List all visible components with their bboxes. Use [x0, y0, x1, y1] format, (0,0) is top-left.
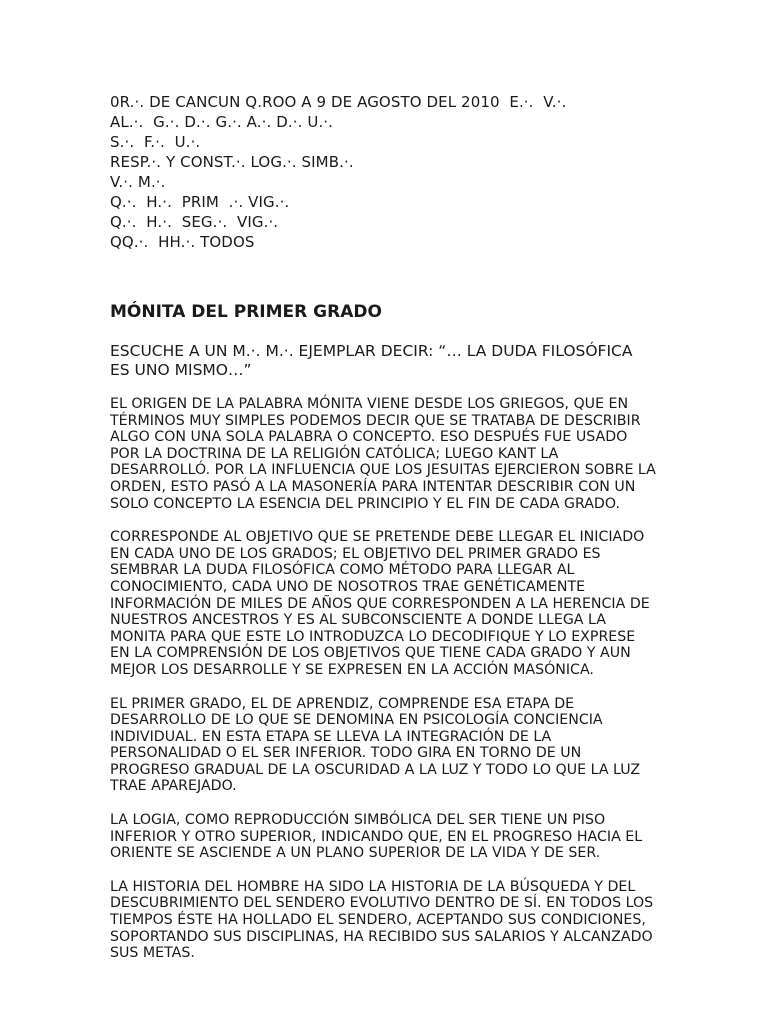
salutation-header — [110, 92, 658, 252]
paragraph-objective: CORRESPONDE AL OBJETIVO QUE SE PRETENDE DEBE LLEGAR EL INICIADO EN CADA UNO DE LOS GRADOS; EL OBJETIVO DEL PRIMER GRADO ES SEMBRAR LA DUDA FILOSÓFICA COMO MÉTODO PARA LLEGAR AL CONOCIMIENTO, CADA UNO DE NOSOTROS TRAE GENÉTICAMENTE INFORMACIÓN DE MILES DE AÑOS QUE CORRESPONDEN A LA HERENCIA DE NUESTROS ANCESTROS Y ES AL SUBCONSCIENTE A DONDE LLEGA LA MONITA PARA QUE ESTE LO INTRODUZCA LO DECODIFIQUE Y LO EXPRESE EN LA COMPRENSIÓN DE LOS OBJETIVOS QUE TIENE CADA GRADO Y AUN MEJOR LOS DESARROLLE Y SE EXPRESEN EN LA ACCIÓN MASÓNICA. — [110, 529, 650, 678]
paragraph-origin: EL ORIGEN DE LA PALABRA MÓNITA VIENE DESDE LOS GRIEGOS, QUE EN TÉRMINOS MUY SIMPLES PODEMOS DECIR QUE SE TRATABA DE DESCRIBIR ALGO CON UNA SOLA PALABRA O CONCEPTO. ESO DESPUÉS FUE USADO POR LA DOCTRINA DE LA RELIGIÓN CATÓLICA; LUEGO KANT LA DESARROLLÓ. POR LA INFLUENCIA QUE LOS JESUITAS EJERCIERON SOBRE LA ORDEN, ESTO PASÓ A LA MASONERÍA PARA INTENTAR DESCRIBIR CON UN SOLO CONCEPTO LA ESENCIA DEL PRINCIPIO Y EL FIN DE CADA GRADO. — [110, 396, 656, 512]
header-line-invocation: AL.·. G.·. D.·. G.·. A.·. D.·. U.·. — [110, 113, 334, 131]
header-line-first-warden: Q.·. H.·. PRIM .·. VIG.·. — [110, 193, 290, 211]
header-line-brethren: QQ.·. HH.·. TODOS — [110, 233, 255, 251]
header-line-date: 0R.·. DE CANCUN Q.ROO A 9 DE AGOSTO DEL 2010 E.·. V.·. — [110, 93, 567, 111]
paragraph-history: LA HISTORIA DEL HOMBRE HA SIDO LA HISTORIA DE LA BÚSQUEDA Y DEL DESCUBRIMIENTO DEL SENDERO EVOLUTIVO DENTRO DE SÍ. EN TODOS LOS TIEMPOS ÉSTE HA HOLLADO EL SENDERO, ACEPTANDO SUS CONDICIONES, SOPORTANDO SUS DISCIPLINAS, HA RECIBIDO SUS SALARIOS Y ALCANZADO SUS METAS. — [110, 878, 654, 962]
paragraph-lodge: LA LOGIA, COMO REPRODUCCIÓN SIMBÓLICA DEL SER TIENE UN PISO INFERIOR Y OTRO SUPERIOR, INDICANDO QUE, EN EL PROGRESO HACIA EL ORIENTE SE ASCIENDE A UN PLANO SUPERIOR DE LA VIDA Y DE SER. — [110, 812, 643, 862]
document-title: MÓNITA DEL PRIMER GRADO — [110, 302, 382, 322]
document-body — [110, 396, 656, 979]
document-subtitle-quote: ESCUCHE A UN M.·. M.·. EJEMPLAR DECIR: “… LA DUDA FILOSÓFICA ES UNO MISMO…” — [110, 342, 633, 379]
header-line-master: V.·. M.·. — [110, 173, 166, 191]
document-page — [110, 92, 658, 962]
paragraph-first-degree: EL PRIMER GRADO, EL DE APRENDIZ, COMPRENDE ESA ETAPA DE DESARROLLO DE LO QUE SE DENOMINA EN PSICOLOGÍA CONCIENCIA INDIVIDUAL. EN ESTA ETAPA SE LLEVA LA INTEGRACIÓN DE LA PERSONALIDAD O EL SER INFERIOR. TODO GIRA EN TORNO DE UN PROGRESO GRADUAL DE LA OSCURIDAD A LA LUZ Y TODO LO QUE LA LUZ TRAE APAREJADO. — [110, 695, 641, 795]
header-line-motto: S.·. F.·. U.·. — [110, 133, 201, 151]
header-line-lodge: RESP.·. Y CONST.·. LOG.·. SIMB.·. — [110, 153, 354, 171]
header-line-second-warden: Q.·. H.·. SEG.·. VIG.·. — [110, 213, 279, 231]
